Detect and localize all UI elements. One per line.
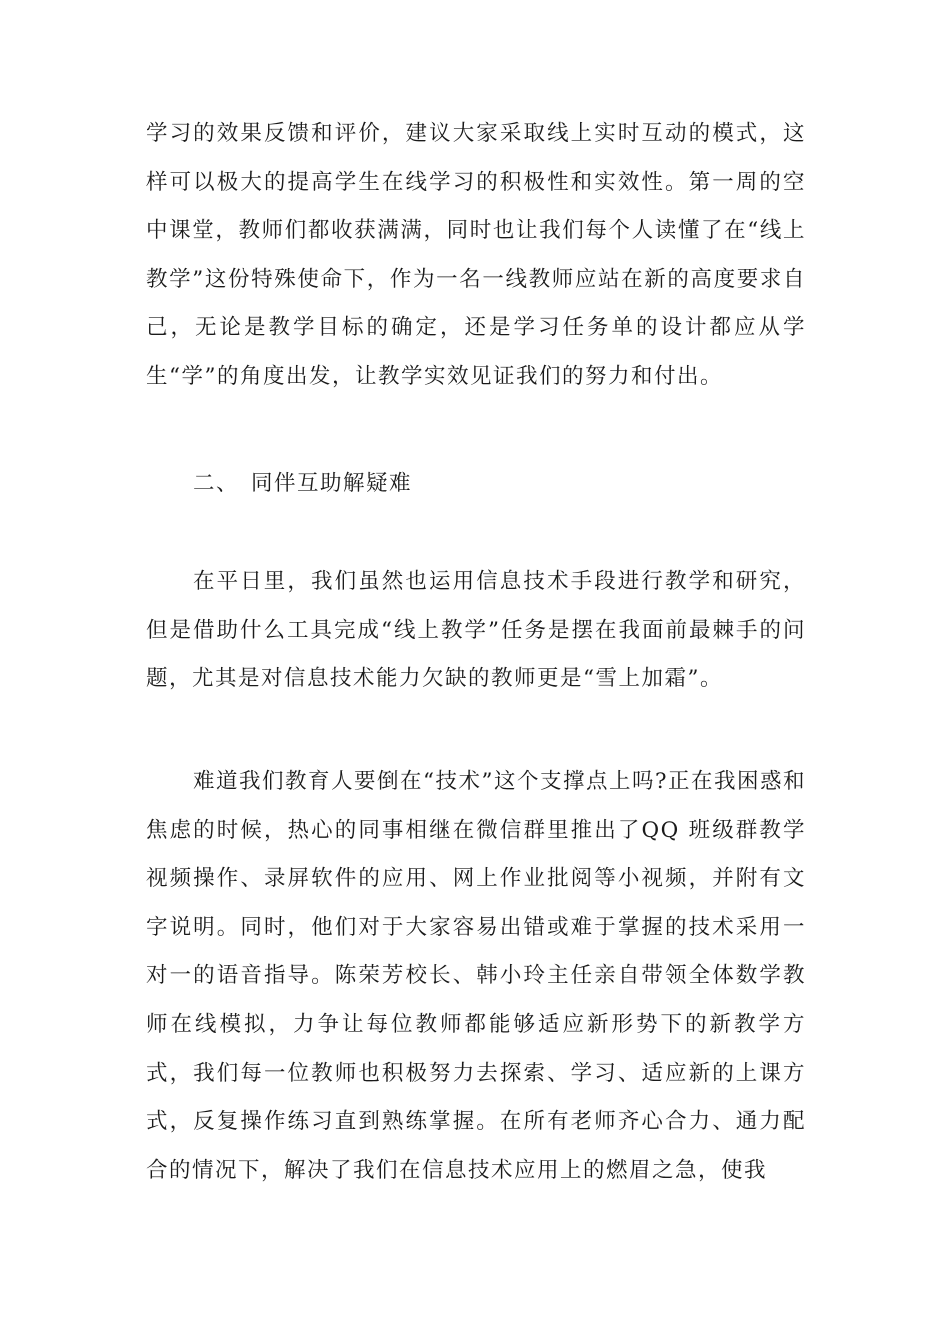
paragraph-peer-support: 难道我们教育人要倒在“技术”这个支撑点上吗?正在我困惑和焦虑的时候，热心的同事相继在微信群里推出了QQ 班级群教学视频操作、录屏软件的应用、网上作业批阅等小视频，并附有文字说明。同时，他们对于大家容易出错或难于掌握的技术采用一对一的语音指导。陈荣芳校长、韩小玲主任亲自带领全体数学教师在线模拟，力争让每位教师都能够适应新形势下的新教学方式，我们每一位教师也积极努力去探索、学习、适应新的上课方式，反复操作练习直到熟练掌握。在所有老师齐心合力、通力配合的情况下，解决了我们在信息技术应用上的燃眉之急，使我 <box>146 769 807 1183</box>
paragraph-continued: 学习的效果反馈和评价，建议大家采取线上实时互动的模式，这样可以极大的提高学生在线学习的积极性和实效性。第一周的空中课堂，教师们都收获满满，同时也让我们每个人读懂了在“线上教学”这份特殊使命下，作为一名一线教师应站在新的高度要求自己，无论是教学目标的确定，还是学习任务单的设计都应从学生“学”的角度出发，让教学实效见证我们的努力和付出。 <box>146 121 806 389</box>
section-number: 二、 <box>193 471 240 496</box>
section-heading <box>193 460 412 508</box>
section-title: 同伴互助解疑难 <box>251 471 413 496</box>
paragraph-daily-teaching: 在平日里，我们虽然也运用信息技术手段进行教学和研究，但是借助什么工具完成“线上教学”任务是摆在我面前最棘手的问题，尤其是对信息技术能力欠缺的教师更是“雪上加霜”。 <box>146 569 806 692</box>
